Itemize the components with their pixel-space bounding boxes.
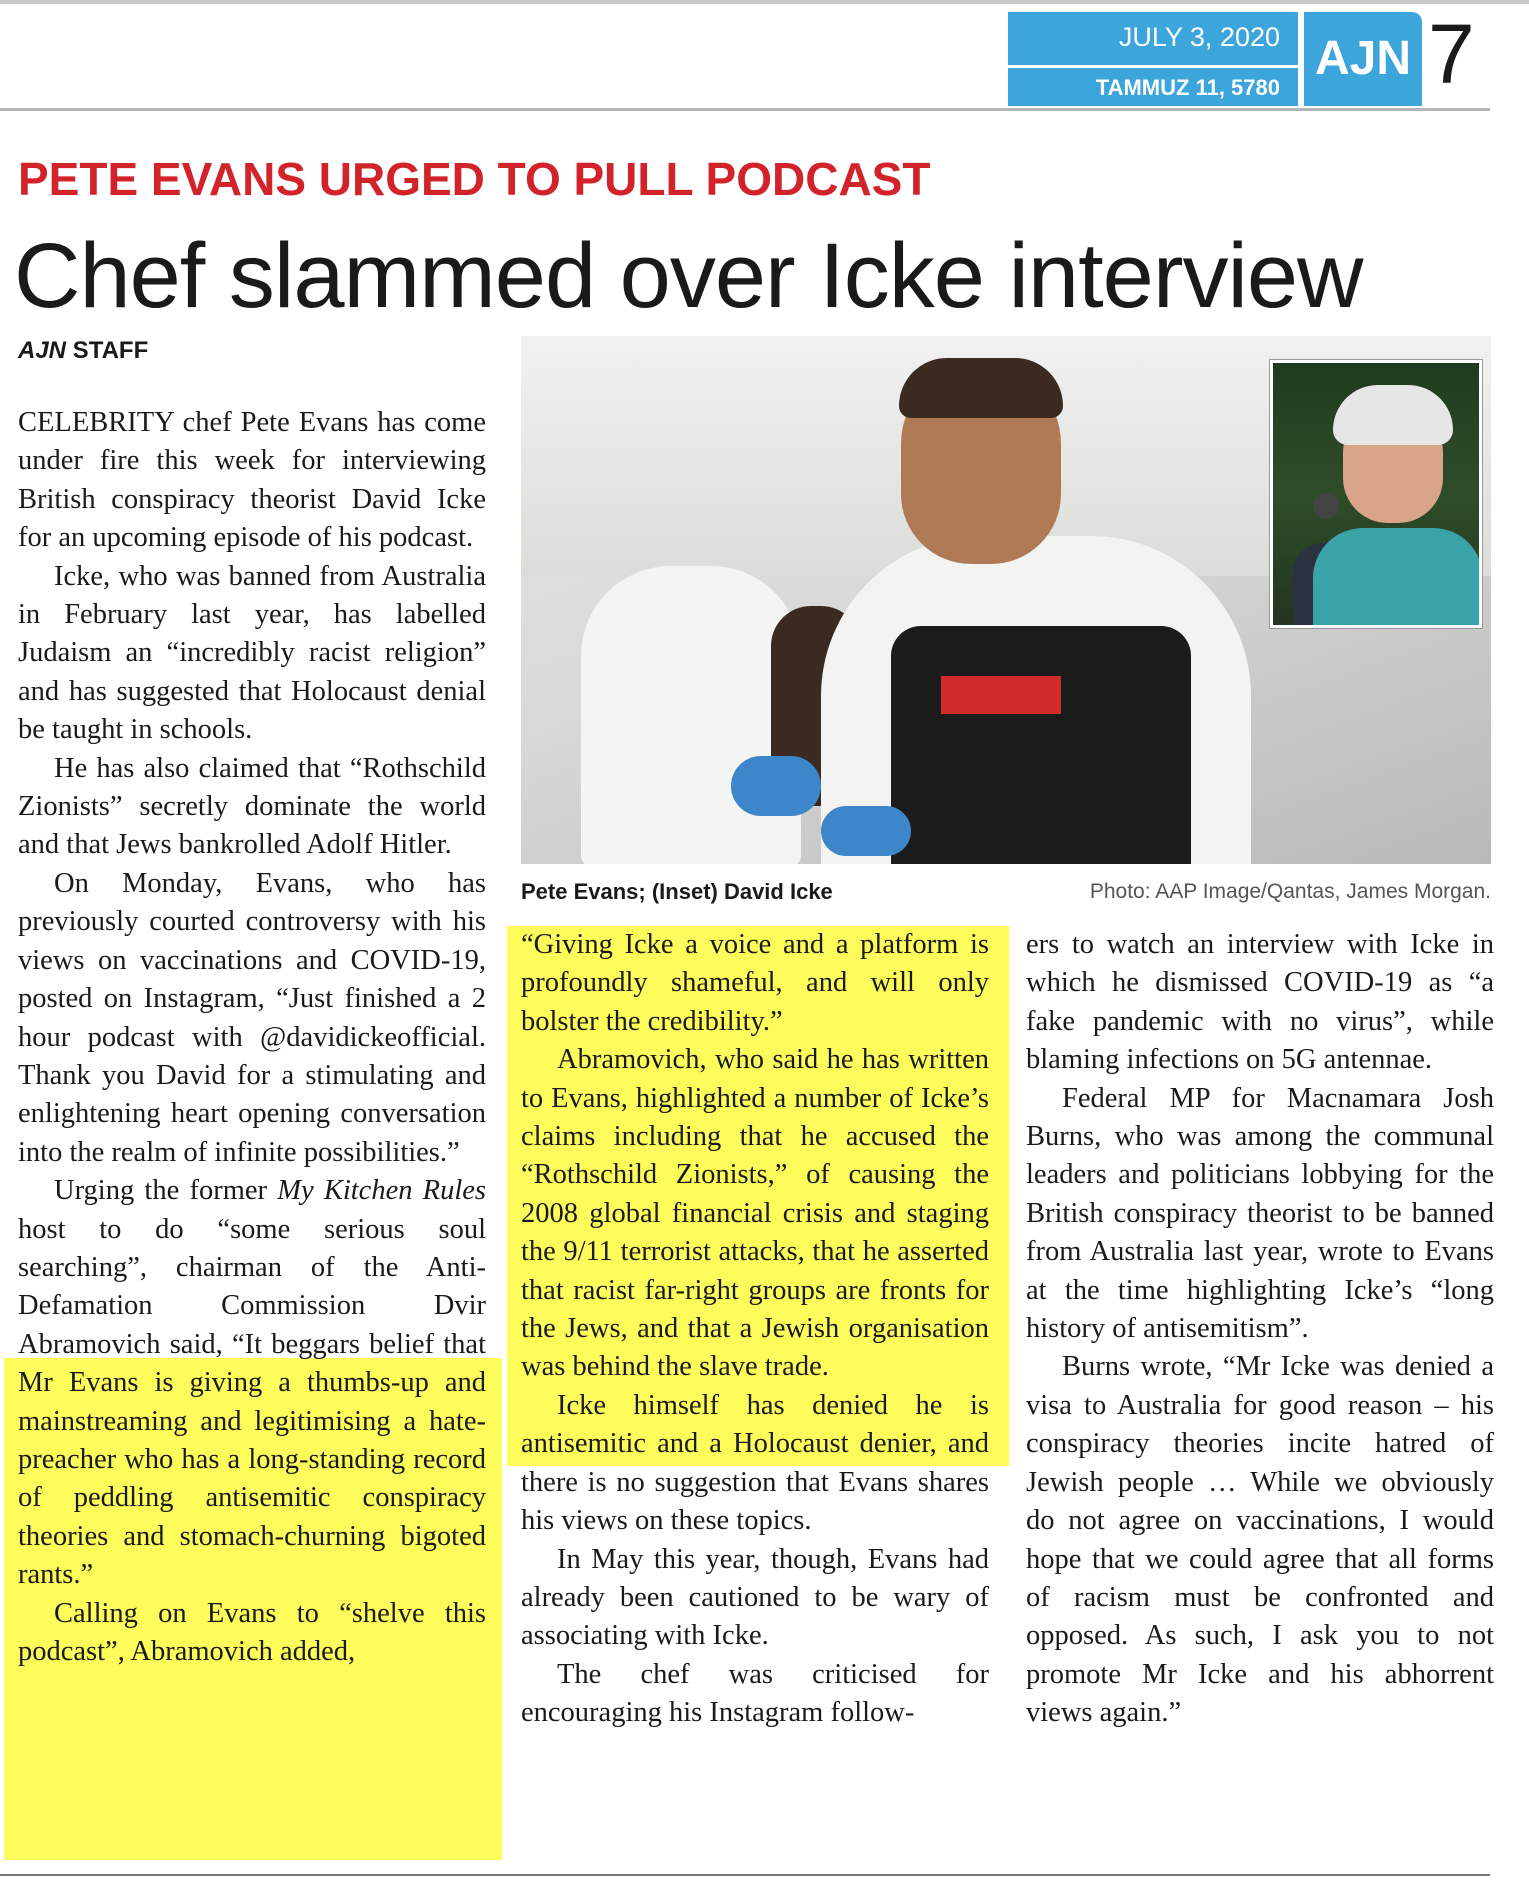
date-divider <box>1008 65 1298 68</box>
column-3 <box>1026 926 1494 1733</box>
article-kicker: PETE EVANS URGED TO PULL PODCAST <box>18 153 931 205</box>
footer-divider <box>0 1874 1490 1876</box>
paragraph: Icke, who was banned from Australia in February last year, has labelled Judaism an “incredibly racist religion” and has suggested that Holocaust denial be taught in schools. <box>18 560 486 746</box>
header-divider <box>0 108 1490 111</box>
inset-photo <box>1270 360 1482 628</box>
column-1 <box>18 404 486 1671</box>
photo-credit: Photo: AAP Image/Qantas, James Morgan. <box>1089 880 1491 903</box>
paragraph-highlighted: Calling on Evans to “shelve this podcast”, Abramovich added, <box>18 1597 486 1667</box>
paragraph: Icke himself has denied he is antisemitic and a Holocaust denier, and there is no suggestion that Evans shares his views on these topics. <box>521 1389 989 1537</box>
paragraph: Burns wrote, “Mr Icke was denied a visa to Australia for good reason – his conspiracy theories incite hatred of Jewish people … While we obviously do not agree on vaccinations, I would hope that we could agree that all forms of racism must be confronted and opposed. As such, I ask you to not promote Mr Icke and his abhorrent views again.” <box>1026 1351 1494 1729</box>
hebrew-date: TAMMUZ 11, 5780 <box>1095 75 1280 100</box>
issue-date: JULY 3, 2020 <box>1118 22 1280 52</box>
apron-logo <box>941 676 1061 714</box>
paragraph: In May this year, though, Evans had already been cautioned to be wary of associating with Icke. <box>521 1543 989 1652</box>
paragraph-highlighted: Abramovich, who said he has written to Evans, highlighted a number of Icke’s claims including that he accused the “Rothschild Zionists,” of causing the 2008 global financial crisis and staging the 9/11 terrorist attacks, that he asserted that racist far-right groups are fronts for the Jews, and that a Jewish organisation was behind the slave trade. <box>521 1044 989 1383</box>
article-headline: Chef slammed over Icke interview <box>14 225 1363 327</box>
inset-shirt <box>1313 528 1482 628</box>
paragraph: ers to watch an interview with Icke in which he dismissed COVID-19 as “a fake pandemic with no virus”, while blaming infections on 5G antennae. <box>1026 929 1494 1076</box>
text-run: Urging the former <box>54 1175 278 1207</box>
paragraph: Federal MP for Macnamara Josh Burns, who was among the communal leaders and politicians lobbying for the British conspiracy theorist to be banned from Australia last year, wrote to Evans at the time highlighting Icke’s “long history of antisemitism”. <box>1026 1082 1494 1345</box>
paragraph: The chef was criticised for encouraging his Instagram follow- <box>521 1658 989 1729</box>
chef-apron <box>891 626 1191 864</box>
paragraph-highlighted: “Giving Icke a voice and a platform is profoundly shameful, and will only bolster the credibility.” <box>521 929 989 1037</box>
paragraph: He has also claimed that “Rothschild Zionists” secretly dominate the world and that Jews bankrolled Adolf Hitler. <box>18 752 486 861</box>
ajn-logo: AJN <box>1304 12 1422 106</box>
byline-staff: STAFF <box>66 337 149 364</box>
chef-hair <box>899 358 1063 418</box>
date-box <box>1008 12 1298 106</box>
column-2 <box>521 926 989 1733</box>
paragraph-highlighted <box>18 1172 486 1594</box>
paragraph: On Monday, Evans, who has previously courted controversy with his views on vaccinations and COVID-19, posted on Instagram, “Just finished a 2 hour podcast with @davidickeofficial. Thank you David for a stimulating and enlightening heart opening conversation into the realm of infinite possibilities.” <box>18 867 486 1168</box>
byline-publication: AJN <box>18 337 67 364</box>
background-chef <box>581 566 801 864</box>
show-title: My Kitchen Rules <box>277 1175 486 1207</box>
text-run: host to do “some serious soul searching”, chairman of the Anti-Defamation Commission Dvir Abramovich said, “It beggars belief that Mr Evans is giving a thumbs-up and mainstreaming and legitimising a hate-preacher who has a long-standing record of peddling antisemitic conspiracy theories and stomach-churning bigoted rants.” <box>18 1213 486 1591</box>
blue-glove <box>731 756 821 816</box>
byline <box>18 336 418 366</box>
photo-caption: Pete Evans; (Inset) David Icke <box>521 879 833 904</box>
inset-hair <box>1333 385 1453 445</box>
blue-glove <box>821 806 911 856</box>
microphone-icon <box>1313 493 1339 519</box>
paragraph: CELEBRITY chef Pete Evans has come under fire this week for interviewing British conspiracy theorist David Icke for an upcoming episode of his podcast. <box>18 407 486 554</box>
top-border <box>0 0 1529 4</box>
page-number: 7 <box>1428 7 1475 101</box>
